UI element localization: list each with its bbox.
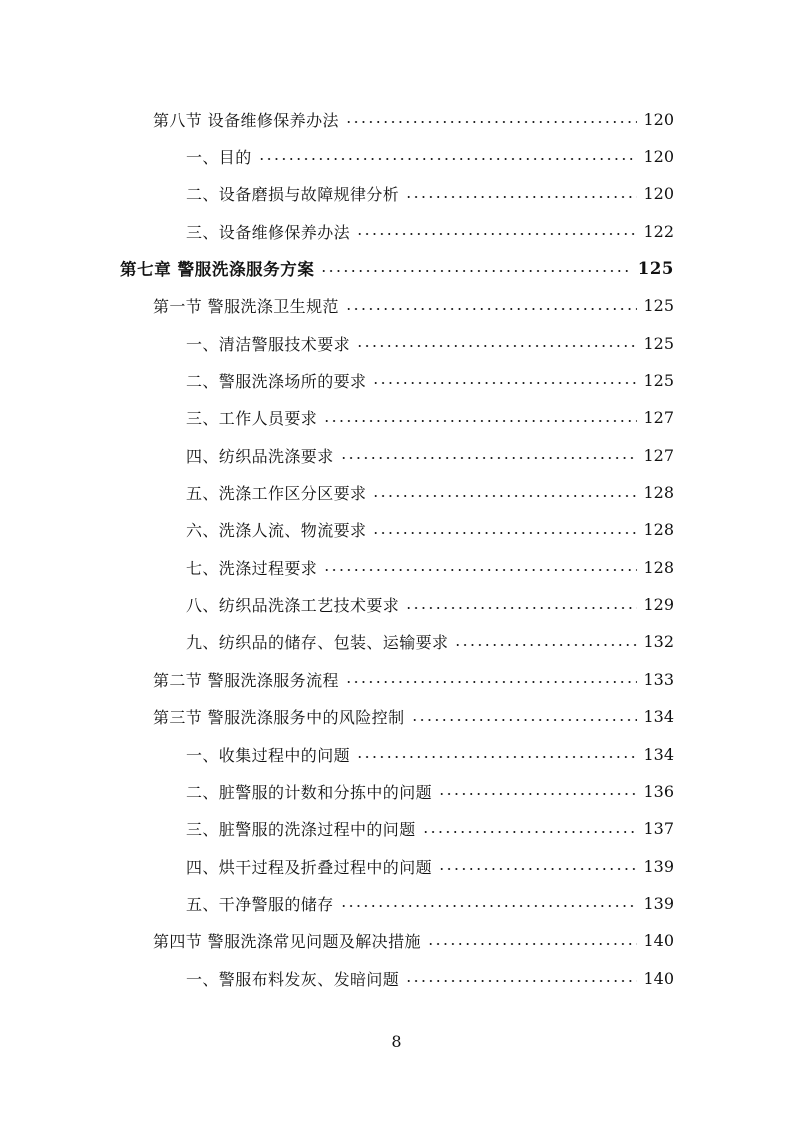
toc-entry-page: 120	[643, 146, 674, 166]
toc-entry-page: 136	[643, 781, 674, 801]
toc-entry[interactable]	[0, 888, 793, 918]
toc-dot-leader	[356, 233, 637, 235]
toc-entry[interactable]	[0, 216, 793, 246]
toc-dot-leader	[422, 831, 637, 833]
toc-entry[interactable]	[0, 328, 793, 358]
toc-entry-title: 第二节 警服洗涤服务流程	[153, 670, 339, 690]
toc-entry-page: 125	[643, 333, 674, 353]
toc-dot-leader	[345, 681, 637, 683]
toc-dot-leader	[372, 495, 637, 497]
toc-entry-title: 六、洗涤人流、物流要求	[186, 521, 367, 541]
toc-entry-page: 132	[643, 632, 674, 652]
toc-entry-title: 一、警服布料发灰、发暗问题	[186, 969, 400, 989]
toc-dot-leader	[372, 532, 637, 534]
toc-entry-title: 四、烘干过程及折叠过程中的问题	[186, 857, 433, 877]
toc-entry-title: 三、工作人员要求	[186, 409, 318, 429]
toc-entry-page: 125	[643, 370, 674, 390]
toc-entry[interactable]	[0, 104, 793, 134]
toc-entry[interactable]	[0, 478, 793, 508]
toc-dot-leader	[320, 270, 632, 272]
toc-entry[interactable]	[0, 179, 793, 209]
toc-entry-title: 二、脏警服的计数和分拣中的问题	[186, 782, 433, 802]
toc-entry-title: 二、设备磨损与故障规律分析	[186, 185, 400, 205]
toc-entry-title: 第三节 警服洗涤服务中的风险控制	[153, 708, 405, 728]
toc-dot-leader	[427, 943, 637, 945]
toc-dot-leader	[372, 382, 637, 384]
toc-entry-title: 一、目的	[186, 147, 252, 167]
toc-dot-leader	[405, 607, 637, 609]
toc-entry[interactable]	[0, 291, 793, 321]
toc-entry-page: 127	[643, 445, 674, 465]
toc-dot-leader	[438, 868, 637, 870]
toc-dot-leader	[323, 569, 637, 571]
toc-entry[interactable]	[0, 403, 793, 433]
toc-entry[interactable]	[0, 851, 793, 881]
toc-dot-leader	[356, 756, 637, 758]
toc-entry-page: 128	[643, 483, 674, 502]
toc-dot-leader	[323, 420, 637, 422]
toc-entry-page: 120	[643, 109, 674, 129]
toc-entry-page: 137	[643, 819, 674, 839]
toc-entry-page: 139	[643, 856, 674, 876]
toc-entry-title: 七、洗涤过程要求	[186, 558, 318, 578]
toc-dot-leader	[345, 121, 637, 123]
toc-dot-leader	[405, 980, 637, 982]
toc-entry-title: 一、收集过程中的问题	[186, 745, 351, 765]
toc-entry-page: 125	[643, 296, 674, 316]
toc-entry[interactable]	[0, 702, 793, 732]
toc-entry[interactable]	[0, 552, 793, 582]
toc-entry[interactable]	[0, 814, 793, 844]
toc-entry-page: 120	[643, 184, 674, 204]
page-number: 8	[391, 1032, 402, 1051]
toc-entry-title: 二、警服洗涤场所的要求	[186, 371, 367, 391]
toc-entry-page: 134	[643, 744, 674, 764]
toc-dot-leader	[340, 905, 637, 907]
toc-dot-leader	[340, 457, 637, 459]
toc-entry[interactable]	[0, 253, 793, 283]
toc-entry-page: 140	[643, 931, 674, 951]
toc-entry[interactable]	[0, 515, 793, 545]
toc-entry-title: 第四节 警服洗涤常见问题及解决措施	[153, 932, 421, 952]
toc-entry[interactable]	[0, 739, 793, 769]
toc-dot-leader	[345, 308, 637, 310]
toc-entry-title: 四、纺织品洗涤要求	[186, 446, 334, 466]
toc-entry[interactable]	[0, 627, 793, 657]
toc-entry[interactable]	[0, 440, 793, 470]
toc-entry-page: 128	[643, 520, 674, 540]
toc-entry-title: 第七章 警服洗涤服务方案	[120, 260, 315, 280]
toc-entry[interactable]	[0, 776, 793, 806]
toc-entry-page: 128	[643, 557, 674, 577]
toc-entry-title: 九、纺织品的储存、包装、运输要求	[186, 633, 449, 653]
toc-entry-title: 第一节 警服洗涤卫生规范	[153, 297, 339, 317]
toc-entry[interactable]	[0, 141, 793, 171]
toc-entry-title: 五、干净警服的储存	[186, 894, 334, 914]
toc-dot-leader	[356, 345, 637, 347]
toc-entry-title: 五、洗涤工作区分区要求	[186, 484, 367, 503]
toc-dot-leader	[454, 644, 637, 646]
toc-entry-title: 八、纺织品洗涤工艺技术要求	[186, 596, 400, 615]
toc-entry-page: 139	[643, 893, 674, 913]
toc-dot-leader	[411, 719, 637, 721]
toc-entry-page: 122	[643, 221, 674, 241]
toc-dot-leader	[258, 158, 637, 160]
toc-entry-title: 一、清洁警服技术要求	[186, 334, 351, 354]
toc-entry[interactable]	[0, 365, 793, 395]
toc-entry-title: 第八节 设备维修保养办法	[153, 110, 339, 130]
toc-entry-page: 129	[643, 595, 674, 614]
toc-dot-leader	[438, 793, 637, 795]
toc-entry[interactable]	[0, 664, 793, 694]
toc-dot-leader	[405, 196, 637, 198]
toc-entry-page: 127	[643, 408, 674, 428]
toc-entry[interactable]	[0, 963, 793, 993]
toc-entry[interactable]	[0, 590, 793, 620]
toc-entry-page: 140	[643, 968, 674, 988]
toc-entry-page: 125	[637, 258, 674, 278]
toc-entry-page: 133	[643, 669, 674, 689]
toc-entry-title: 三、设备维修保养办法	[186, 222, 351, 242]
toc-entry-title: 三、脏警服的洗涤过程中的问题	[186, 820, 416, 840]
toc-entry-page: 134	[643, 707, 674, 727]
toc-entry[interactable]	[0, 926, 793, 956]
